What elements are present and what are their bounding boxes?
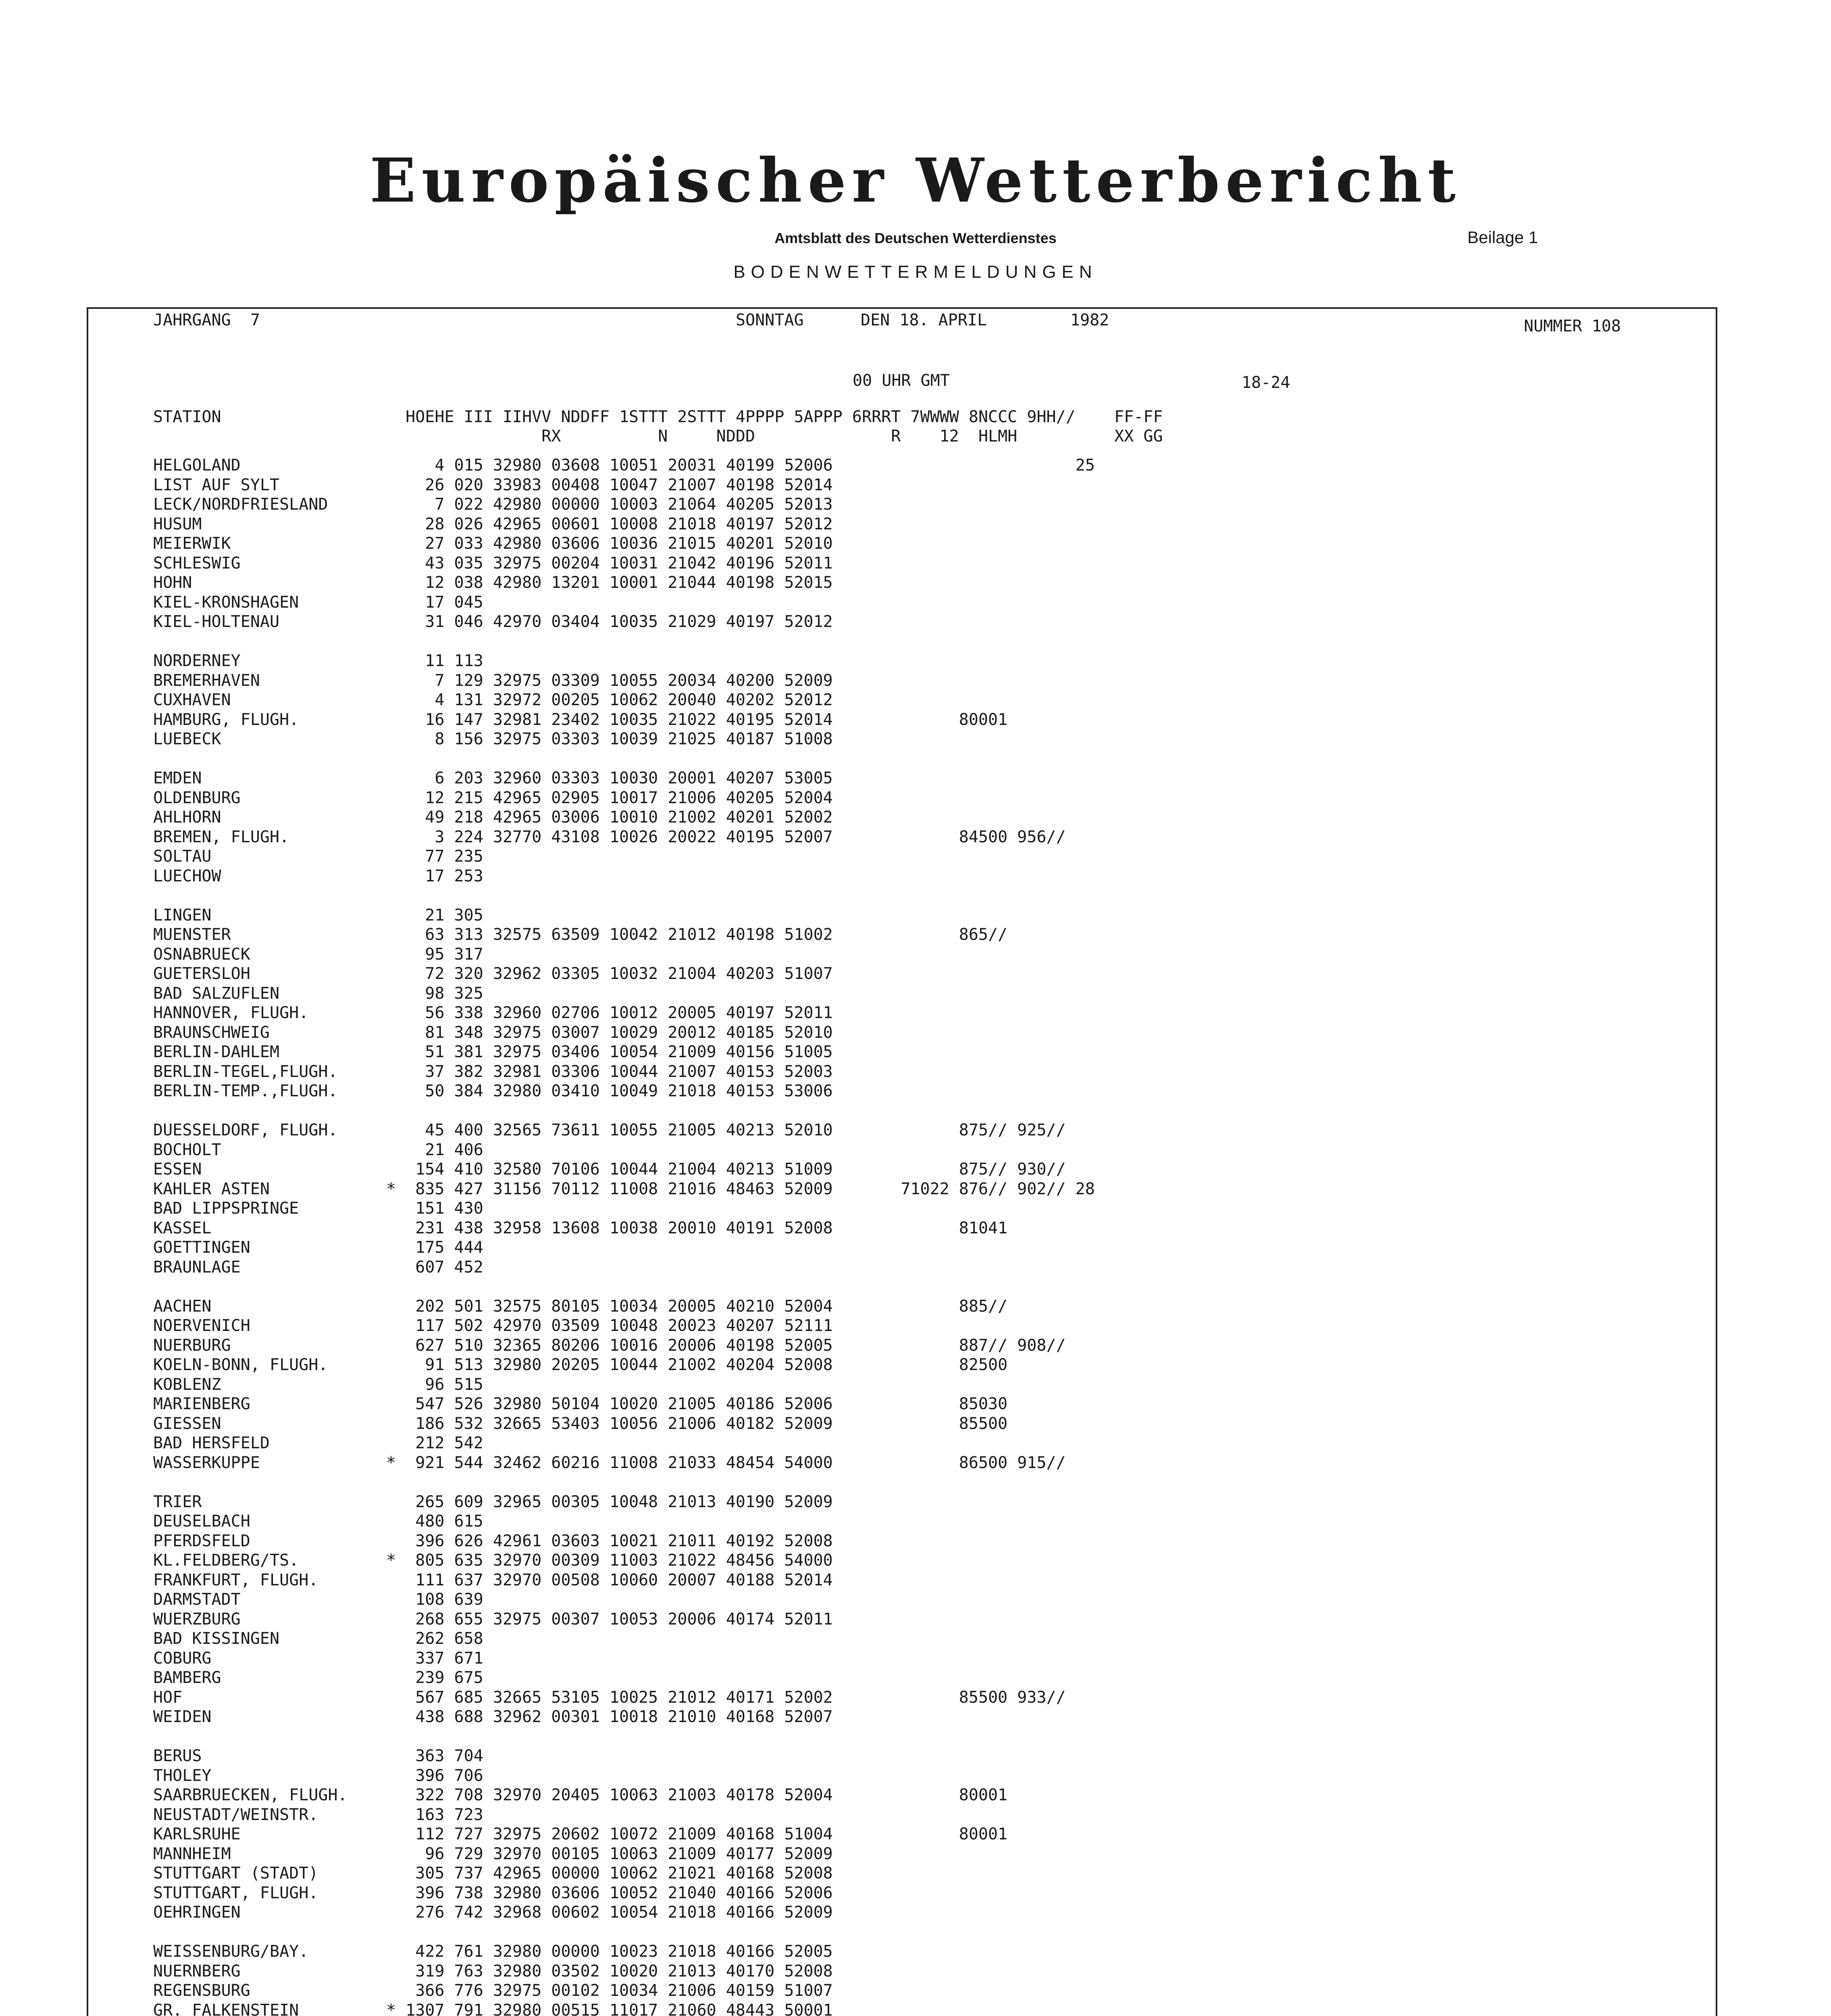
station-row: BAD HERSFELD 212 542	[153, 1434, 483, 1452]
station-row: WEIDEN 438 688 32962 00301 10018 21010 40168 52007	[153, 1708, 833, 1726]
station-row: WASSERKUPPE * 921 544 32462 60216 11008 21033 48454 54000 86500 915//	[153, 1453, 1066, 1472]
station-row: WUERZBURG 268 655 32975 00307 10053 20006 40174 52011	[153, 1610, 833, 1629]
station-row: BERLIN-DAHLEM 51 381 32975 03406 10054 21009 40156 51005	[153, 1043, 833, 1061]
group-spacer	[153, 1727, 1095, 1747]
report-heading: BODENWETTERMELDUNGEN	[733, 262, 1098, 282]
station-row: HOF 567 685 32665 53105 10025 21012 40171 52002 85500 933//	[153, 1688, 1066, 1707]
station-row: MANNHEIM 96 729 32970 00105 10063 21009 40177 52009	[153, 1844, 833, 1863]
station-row: BERUS 363 704	[153, 1747, 483, 1765]
year-label: 1982	[1070, 311, 1109, 329]
period-label: 18-24	[1242, 373, 1290, 392]
station-row: DUESSELDORF, FLUGH. 45 400 32565 73611 10055 21005 40213 52010 875// 925//	[153, 1121, 1066, 1139]
station-row: BREMERHAVEN 7 129 32975 03309 10055 20034 40200 52009	[153, 671, 833, 690]
station-row: KAHLER ASTEN * 835 427 31156 70112 11008 21016 48463 52009 71022 876// 902// 28	[153, 1179, 1095, 1198]
station-row: BAD LIPPSPRINGE 151 430	[153, 1199, 483, 1218]
station-row: KL.FELDBERG/TS. * 805 635 32970 00309 11003 21022 48456 54000	[153, 1551, 833, 1570]
station-row: OSNABRUECK 95 317	[153, 945, 483, 964]
station-row: STUTTGART (STADT) 305 737 42965 00000 10062 21021 40168 52008	[153, 1864, 833, 1883]
station-row: AHLHORN 49 218 42965 03006 10010 21002 40201 52002	[153, 808, 833, 827]
station-row: KIEL-KRONSHAGEN 17 045	[153, 593, 483, 612]
issue-number: NUMMER 108	[1524, 317, 1621, 335]
weekday-label: SONNTAG	[736, 311, 804, 329]
group-spacer	[153, 749, 1095, 769]
station-table	[153, 456, 1095, 2016]
station-row: NUERBURG 627 510 32365 80206 10016 20006 40198 52005 887// 908//	[153, 1336, 1066, 1355]
station-row: SAARBRUECKEN, FLUGH. 322 708 32970 20405 10063 21003 40178 52004 80001	[153, 1786, 1008, 1804]
observation-time: 00 UHR GMT	[853, 371, 950, 390]
station-row: BOCHOLT 21 406	[153, 1140, 483, 1159]
station-row: BRAUNLAGE 607 452	[153, 1258, 483, 1277]
station-row: BAMBERG 239 675	[153, 1668, 483, 1687]
station-row: AACHEN 202 501 32575 80105 10034 20005 40210 52004 885//	[153, 1297, 1008, 1316]
station-row: GOETTINGEN 175 444	[153, 1238, 483, 1257]
station-row: BERLIN-TEMP.,FLUGH. 50 384 32980 03410 10049 21018 40153 53006	[153, 1082, 833, 1100]
station-row: REGENSBURG 366 776 32975 00102 10034 21006 40159 51007	[153, 1981, 833, 2000]
station-row: BERLIN-TEGEL,FLUGH. 37 382 32981 03306 10044 21007 40153 52003	[153, 1062, 833, 1081]
station-row: NOERVENICH 117 502 42970 03509 10048 20023 40207 52111	[153, 1316, 833, 1335]
station-row: SOLTAU 77 235	[153, 847, 483, 866]
column-header-row-2: RX N NDDD R 12 HLMH XX GG	[153, 427, 1163, 446]
station-row: KARLSRUHE 112 727 32975 20602 10072 21009 40168 51004 80001	[153, 1825, 1008, 1843]
station-row: ESSEN 154 410 32580 70106 10044 21004 40213 51009 875// 930//	[153, 1160, 1066, 1179]
volume-label: JAHRGANG 7	[153, 311, 260, 329]
station-row: HANNOVER, FLUGH. 56 338 32960 02706 10012 20005 40197 52011	[153, 1004, 833, 1022]
group-spacer	[153, 1101, 1095, 1121]
station-row: BRAUNSCHWEIG 81 348 32975 03007 10029 20012 40185 52010	[153, 1023, 833, 1042]
station-row: EMDEN 6 203 32960 03303 10030 20001 40207 53005	[153, 769, 833, 787]
station-row: HAMBURG, FLUGH. 16 147 32981 23402 10035 21022 40195 52014 80001	[153, 710, 1008, 729]
station-row: OLDENBURG 12 215 42965 02905 10017 21006 40205 52004	[153, 788, 833, 807]
column-header-row-1: STATION HOEHE III IIHVV NDDFF 1STTT 2STTT 4PPPP 5APPP 6RRRT 7WWWW 8NCCC 9HH// FF-FF	[153, 408, 1163, 426]
station-row: BAD KISSINGEN 262 658	[153, 1629, 483, 1648]
station-row: MARIENBERG 547 526 32980 50104 10020 21005 40186 52006 85030	[153, 1395, 1008, 1413]
station-row: LUEBECK 8 156 32975 03303 10039 21025 40187 51008	[153, 730, 833, 748]
station-row: BAD SALZUFLEN 98 325	[153, 984, 483, 1003]
group-spacer	[153, 886, 1095, 906]
station-row: LINGEN 21 305	[153, 906, 483, 925]
station-row: NUERNBERG 319 763 32980 03502 10020 21013 40170 52008	[153, 1962, 833, 1981]
station-row: STUTTGART, FLUGH. 396 738 32980 03606 10052 21040 40166 52006	[153, 1883, 833, 1902]
station-row: FRANKFURT, FLUGH. 111 637 32970 00508 10060 20007 40188 52014	[153, 1570, 833, 1589]
station-row: LIST AUF SYLT 26 020 33983 00408 10047 21007 40198 52014	[153, 475, 833, 494]
station-row: MEIERWIK 27 033 42980 03606 10036 21015 40201 52010	[153, 534, 833, 553]
group-spacer	[153, 1277, 1095, 1297]
station-row: PFERDSFELD 396 626 42961 03603 10021 21011 40192 52008	[153, 1531, 833, 1550]
station-row: OEHRINGEN 276 742 32968 00602 10054 21018 40166 52009	[153, 1903, 833, 1922]
page-title: Europäischer Wetterbericht	[370, 145, 1461, 216]
group-spacer	[153, 1472, 1095, 1492]
publisher-subtitle: Amtsblatt des Deutschen Wetterdienstes	[774, 230, 1057, 246]
station-row: COBURG 337 671	[153, 1649, 483, 1668]
station-row: TRIER 265 609 32965 00305 10048 21013 40190 52009	[153, 1492, 833, 1511]
station-row: SCHLESWIG 43 035 32975 00204 10031 21042 40196 52011	[153, 554, 833, 573]
station-row: DEUSELBACH 480 615	[153, 1512, 483, 1531]
station-row: WEISSENBURG/BAY. 422 761 32980 00000 10023 21018 40166 52005	[153, 1942, 833, 1961]
station-row: LUECHOW 17 253	[153, 866, 483, 885]
station-row: HOHN 12 038 42980 13201 10001 21044 40198 52015	[153, 573, 833, 592]
station-row: KOBLENZ 96 515	[153, 1375, 483, 1394]
station-row: GUETERSLOH 72 320 32962 03305 10032 21004 40203 51007	[153, 964, 833, 983]
station-row: NEUSTADT/WEINSTR. 163 723	[153, 1805, 483, 1824]
station-row: KIEL-HOLTENAU 31 046 42970 03404 10035 21029 40197 52012	[153, 612, 833, 631]
station-row: GR. FALKENSTEIN * 1307 791 32980 00515 11017 21060 48443 50001	[153, 2001, 833, 2016]
station-row: HELGOLAND 4 015 32980 03608 10051 20031 40199 52006 25	[153, 456, 1095, 475]
station-row: BREMEN, FLUGH. 3 224 32770 43108 10026 20022 40195 52007 84500 956//	[153, 827, 1066, 846]
station-row: DARMSTADT 108 639	[153, 1590, 483, 1609]
date-label: DEN 18. APRIL	[861, 311, 987, 329]
station-row: KOELN-BONN, FLUGH. 91 513 32980 20205 10044 21002 40204 52008 82500	[153, 1356, 1008, 1374]
station-row: GIESSEN 186 532 32665 53403 10056 21006 40182 52009 85500	[153, 1414, 1008, 1433]
station-row: THOLEY 396 706	[153, 1766, 483, 1785]
station-row: CUXHAVEN 4 131 32972 00205 10062 20040 40202 52012	[153, 691, 833, 709]
group-spacer	[153, 632, 1095, 652]
station-row: KASSEL 231 438 32958 13608 10038 20010 40191 52008 81041	[153, 1218, 1008, 1237]
supplement-label: Beilage 1	[1467, 228, 1538, 247]
station-row: HUSUM 28 026 42965 00601 10008 21018 40197 52012	[153, 514, 833, 533]
station-row: NORDERNEY 11 113	[153, 652, 483, 670]
station-row: LECK/NORDFRIESLAND 7 022 42980 00000 10003 21064 40205 52013	[153, 495, 833, 514]
group-spacer	[153, 1922, 1095, 1942]
station-row: MUENSTER 63 313 32575 63509 10042 21012 40198 51002 865//	[153, 925, 1008, 944]
